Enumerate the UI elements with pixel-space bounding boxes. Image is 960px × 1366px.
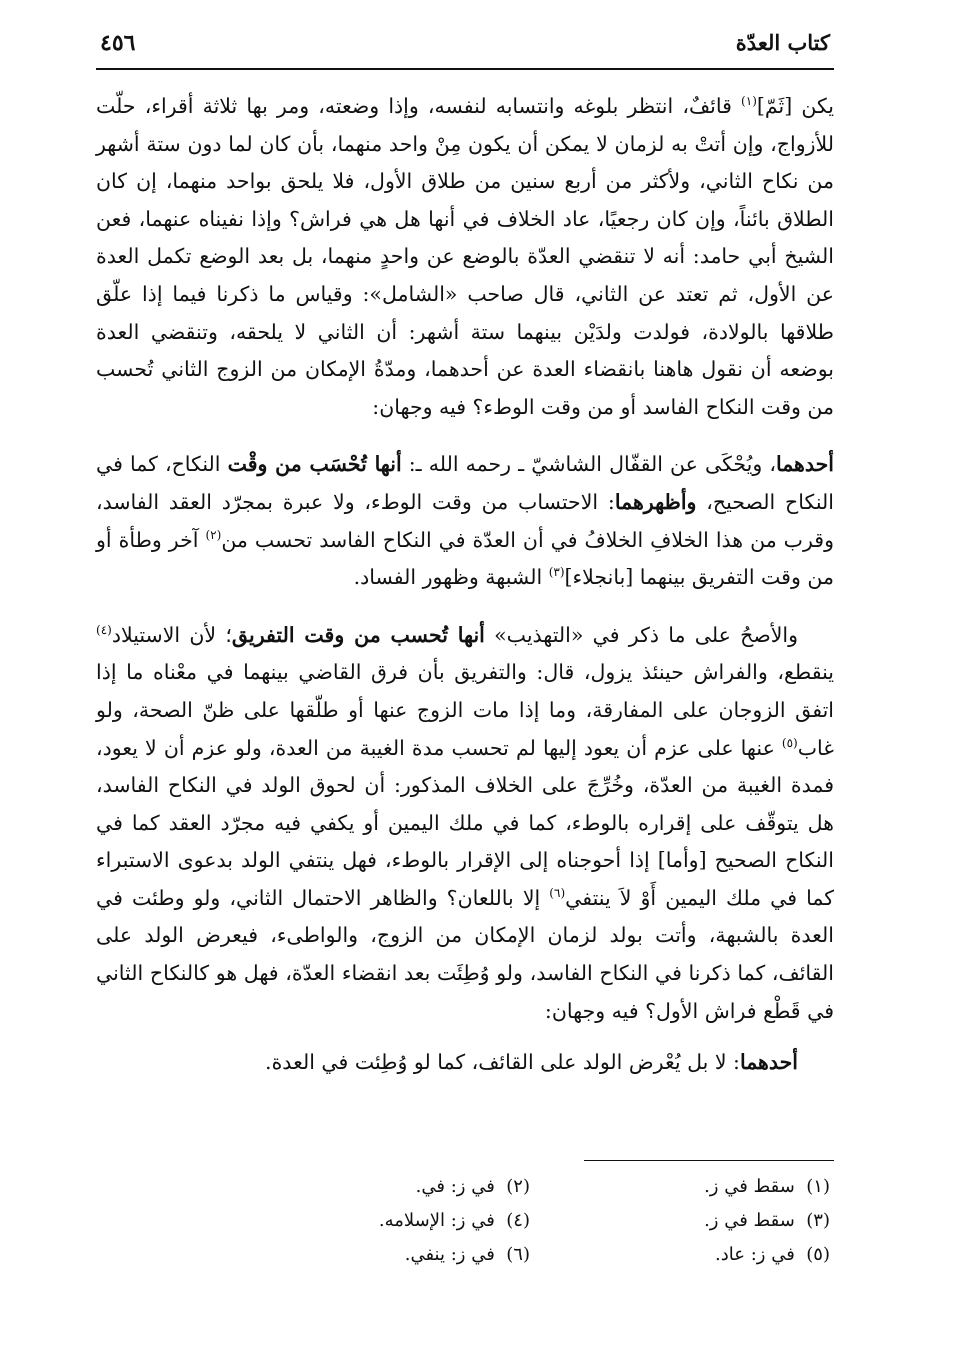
footnotes [230,1170,830,1272]
footnote-row [230,1170,830,1204]
footnote-mark: (٣) [806,1210,830,1231]
footnote-mark: (١) [806,1176,830,1197]
footnote-mark: (٥) [806,1244,830,1265]
footnote-6 [230,1238,530,1272]
footnote-1 [530,1170,830,1204]
footnote-row [230,1204,830,1238]
footnote-2 [230,1170,530,1204]
bold-term: أحدهما [739,1050,798,1075]
footnote-4 [230,1204,530,1238]
page-number: ٤٥٦ [100,30,136,56]
text-span: ينقطع، والفراش حينئذ يزول، قال: والتفريق بأن فرق القاضي بينهما في معْناه ما إذا اتفق الزوجان على المفارقة، وما إذا مات الزوج عنها أو طلّقها على ظنّ الصحة، ولو غاب [96,660,834,760]
bold-term: وأظهرهما [614,489,697,514]
footnote-text: في ز: عاد. [715,1244,795,1265]
footnote-ref-1: (١) [741,94,757,109]
text-span: يكن [ثَمّ] [756,94,834,118]
footnote-text: سقط في ز. [704,1176,795,1197]
footnote-mark: (٤) [506,1210,530,1231]
paragraph-1 [96,88,834,426]
footnote-ref-2: (٢) [205,527,222,542]
text-span: : لا بل يُعْرض الولد على القائف، كما لو وُطِئت في العدة. [265,1050,740,1075]
text-span: ؛ لأن الاستيلاد [111,622,232,647]
footnote-3 [530,1204,830,1238]
footnote-5 [530,1238,830,1272]
footnote-row [230,1238,830,1272]
footnote-text: في ز: في. [415,1176,495,1197]
paragraph-4 [96,1044,834,1082]
page-header [96,30,834,70]
running-title: كتاب العدّة [735,30,830,55]
paragraph-3 [96,617,834,1031]
footnote-ref-5: (٥) [781,735,798,750]
text-span: آخر وطأة أو من وقت التفريق بينهما [بانجلاء] [96,527,834,590]
text-span: النكاح، كما في النكاح الصحيح، [96,452,834,514]
footnote-ref-3: (٣) [548,565,565,580]
text-span: الشبهة وظهور الفساد. [353,565,549,590]
paragraph-2 [96,446,834,596]
footnote-ref-6: (٦) [549,886,566,901]
footnote-text: سقط في ز. [704,1210,795,1231]
bold-term: أنها تُحسب من وقت التفريق [231,622,485,647]
footnote-text: في ز: ينفي. [404,1244,495,1265]
footnote-mark: (٢) [506,1176,530,1197]
footnote-ref-4: (٤) [96,622,112,637]
text-span: عنها على عزم أن يعود إليها لم تحسب مدة الغيبة من العدة، ولو عزم أن لا يعود، فمدة الغيبة من العدّة، وخُرِّجَ على الخلاف المذكور: أن لحوق الولد في النكاح الفاسد، هل يتوقّف على إقراره بالوطء، كما في ملك اليمين أو يكفي فيه مجرّد العقد كما في النكاح الصحيح [وأما] إذا أحوجناه إلى الإقرار بالوطء، فهل ينتفي الولد بدعوى الاستبراء كما في ملك اليمين أَوْ لاَ ينتفي [96,735,834,910]
text-span: والأصحُ على ما ذكر في «التهذيب» [484,622,799,647]
text-span: ، ويُحْكَى عن القفّال الشاشيّ ـ رحمه الله ـ: [401,452,776,477]
footnote-text: في ز: الإسلامه. [378,1210,495,1231]
main-text [96,88,834,1082]
text-span: إلا باللعان؟ والظاهر الاحتمال الثاني، ولو وطئت في العدة بالشبهة، وأتت بولد لزمان الإمكان من الزوج، والواطىء، فيعرض الولد على القائف، كما ذكرنا في النكاح الفاسد، ولو وُطِئَت بعد انقضاء العدّة، فهل هو كالنكاح الثاني في قَطْع فراش الأول؟ فيه وجهان: [96,885,834,1023]
footnote-divider [584,1160,834,1161]
text-span: قائفٌ، انتظر بلوغه وانتسابه لنفسه، وإذا وضعته، ومر بها ثلاثة أقراء، حلّت للأزواج، وإن أتتْ به لزمان لا يمكن أن يكون مِنْ واحد منهما، بأن كان لما دون ستة أشهر من نكاح الثاني، ولأكثر من أربع سنين من طلاق الأول، فلا يلحق بواحد منهما، إن كان الطلاق بائناً، وإن كان رجعيًا، عاد الخلاف في أنها هل هي فراش؟ وإذا نفيناه عنهما، فعن الشيخ أبي حامد: أنه لا تنقضي العدّة بالوضع عن واحدٍ منهما، بل بعد الوضع تكمل العدة عن الأول، ثم تعتد عن الثاني، قال صاحب «الشامل»: وقياس ما ذكرنا فيما إذا علّق طلاقها بالولادة، فولدت ولدَيْن بينهما ستة أشهر: أن الثاني لا يلحقه، وتنقضي العدة بوضعه أن نقول هاهنا بانقضاء العدة عن أحدهما، ومدّةُ الإمكان من الزوج الثاني تُحسب من وقت النكاح الفاسد أو من وقت الوطء؟ فيه وجهان: [96,94,834,419]
bold-term: أنها تُحْسَب من وقْت [227,452,402,477]
bold-term: أحدهما [775,452,834,477]
text-span: : الاحتساب من وقت الوطء، ولا عبرة بمجرّد العقد الفاسد، وقرب من هذا الخلافِ الخلافُ في أن العدّة في النكاح الفاسد تحسب من [96,489,834,552]
footnote-mark: (٦) [506,1244,530,1265]
